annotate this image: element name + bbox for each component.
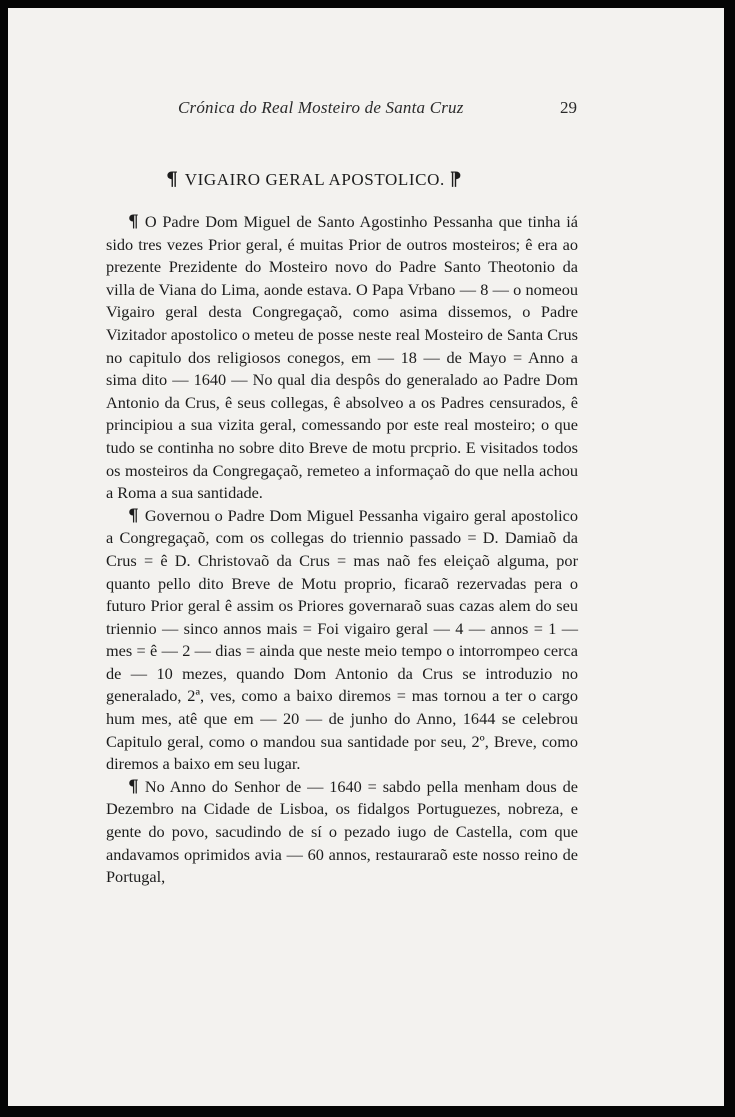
paragraph-mark-icon: ¶: [128, 505, 139, 526]
paragraph-mark-icon: ¶: [166, 168, 179, 190]
body-text: [106, 211, 578, 889]
paragraph-mark-icon: ¶: [128, 776, 139, 797]
running-title: Crónica do Real Mosteiro de Santa Cruz: [178, 98, 464, 117]
paragraph: [106, 776, 578, 889]
section-title: VIGAIRO GERAL APOSTOLICO.: [184, 170, 445, 189]
page-number: 29: [560, 98, 577, 117]
section-heading: [166, 168, 462, 190]
paragraph: [106, 211, 578, 505]
paragraph: [106, 505, 578, 776]
paragraph-text: Governou o Padre Dom Miguel Pessanha vigairo geral apostolico a Congregaçaõ, com os collegas do triennio passado = D. Damiaõ da Crus = ê D. Christovaõ da Crus = mas naõ fes eleiçaõ alguma, por quanto pello dito Breve de Motu proprio, ficaraõ rezervadas pera o futuro Prior geral ê assim os Priores governaraõ suas cazas alem do seu triennio — sinco annos mais = Foi vigairo geral — 4 — annos = 1 — mes = ê — 2 — dias = ainda que neste meio tempo o intorrompeo cerca de — 10 mezes, quando Dom Antonio da Crus se introduzio no generalado, 2ª, ves, como a baixo diremos = mas tornou a ter o cargo hum mes, atê que em — 20 — de junho do Anno, 1644 se celebrou Capitulo geral, como o mandou sua santidade por seu, 2º, Breve, como diremos a baixo em seu lugar.: [106, 505, 578, 774]
scanned-page: [8, 8, 724, 1106]
paragraph-mark-icon: ¶: [448, 168, 462, 190]
paragraph-text: O Padre Dom Miguel de Santo Agostinho Pessanha que tinha iá sido tres vezes Prior geral, é muitas Prior de outros mosteiros; ê era ao prezente Prezidente do Mosteiro novo do Padre Santo Theotonio da villa de Viana do Lima, aonde estava. O Papa Vrbano — 8 — o nomeou Vigairo geral desta Congregaçaõ, como asima dissemos, o Padre Vizitador apostolico o meteu de posse neste real Mosteiro de Santa Crus no capitulo dos religiosos conegos, em — 18 — de Mayo = Anno a sima dito — 1640 — No qual dia despôs do generalado ao Padre Dom Antonio da Crus, ê seus collegas, ê absolveo a os Padres censurados, ê principiou a sua vizita geral, comessando por este real mosteiro; o que tudo se continha no sobre dito Breve de motu prcprio. E visitados todos os mosteiros da Congregaçaõ, remeteo a informaçaõ do que nella achou a Roma a sua santidade.: [106, 212, 578, 503]
paragraph-text: No Anno do Senhor de — 1640 = sabdo pella menham dous de Dezembro na Cidade de Lisboa, os fidalgos Portuguezes, nobreza, e gente do povo, sacudindo de sí o pezado iugo de Castella, com que andavamos oprimidos avia — 60 annos, restauraraõ este nosso reino de Portugal,: [106, 776, 578, 887]
paragraph-mark-icon: ¶: [128, 212, 139, 232]
